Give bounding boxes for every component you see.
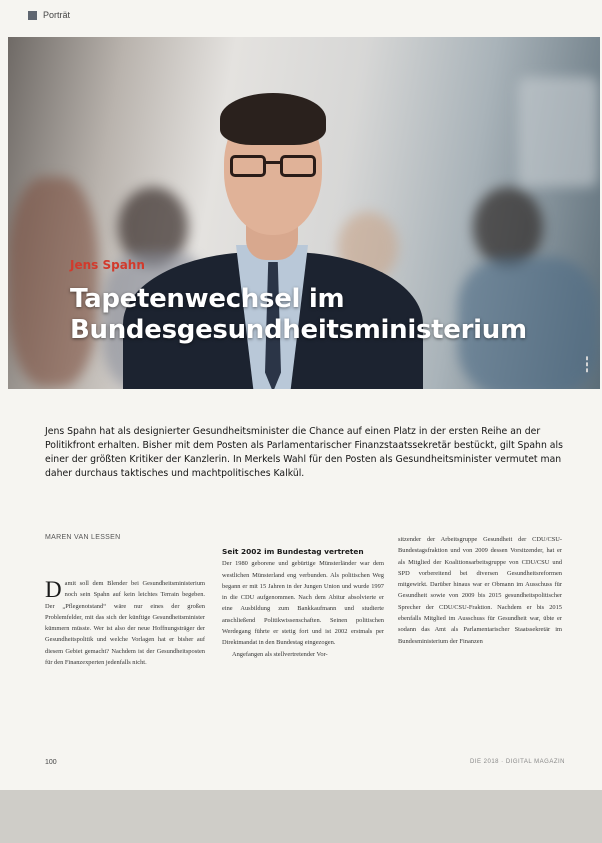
article-column-3 [398,534,562,647]
issue-footer: DIE 2018 · DIGITAL MAGAZIN [470,759,566,765]
drop-cap: D [45,577,62,602]
section-rubric [28,10,70,20]
article-headline [70,284,527,346]
article-column-2 [222,546,384,660]
author-byline: MAREN VAN LESSEN [45,534,121,541]
headline-line-1: Tapetenwechsel im [70,284,345,314]
rubric-square-icon [28,11,37,20]
lead-paragraph: Jens Spahn hat als designierter Gesundheitsminister die Chance auf einen Platz in der ersten Reihe an der Politikfront erhalten. Bisher mit dem Posten als Parlamentarischer Finanzstaatssekretär bestückt, gilt Spahn als einer der größten Kritiker der Kanzlerin. In Merkels Wahl für den Posten als Gesundheitsminister vermutet man daher durchaus taktisches und machtpolitisches Kalkül. [45,426,563,479]
hero-photo [8,37,600,389]
headline-line-2: Bundesgesundheitsministerium [70,315,527,345]
article-kicker: Jens Spahn [70,258,145,272]
rubric-label: Porträt [43,10,71,20]
column-2-text-continued: Angefangen als stellvertretender Vor- [232,650,328,658]
portrait-glasses [230,155,318,179]
photo-credit-mark: ▮▮▮ [584,355,590,373]
portrait-hair [220,93,326,145]
scan-margin [0,790,602,843]
column-1-text: amit soll dem Blender bei Gesundheitsministerium noch sein Spahn auf kein leichtes Terrain begeben. Der „Pflegenotstand“ wäre nur eines der großen Problemfelder, mit das sich der künftige Gesundheitsminister kümmern müsste. Wer ist also der neue Hoffnungsträger der Gesundheitspolitik und welche Vorlagen hat er bisher auf diesem Gebiet gemacht? Nachdem ist der Gesundheitsposten für den Finanzexperten jedenfalls nicht. [45,580,205,667]
article-column-1 [45,578,205,668]
section-subhead: Seit 2002 im Bundestag vertreten [222,547,364,556]
page-number: 100 [45,759,57,766]
column-3-text: sitzender der Arbeitsgruppe Gesundheit der CDU/CSU-Bundestagsfraktion und von 2009 dessen Vorsitzender, hat er als Mitglied der Koalitionsarbeitsgruppe von CDU/CSU und SPD vorbereitend bei diversen Gesundheitsreformen mitgewirkt. Darüber hinaus war er Obmann im Ausschuss für Gesundheit sowie von 2009 bis 2015 gesundheitspolitischer Sprecher der CDU/CSU-Fraktion. Nachdem er bis 2015 ebenfalls Mitglied im Ausschuss für Gesundheit war, übte er sodann das Amt als Parlamentarischer Staatssekretär im Bundesministerium der Finanzen [398,536,562,645]
column-2-text: Der 1980 geborene und gebürtige Münsterländer war dem westlichen Münsterland eng verbunden. Als politischen Weg begann er mit 15 Jahren in der Jungen Union und wurde 1997 in die CDU aufgenommen. Nach dem Abitur absolvierte er eine Ausbildung zum Bankkaufmann und studierte anschließend Politikwissenschaften. Seinen politischen Werdegang führte er stetig fort und ist 2002 erstmals per Direktmandat in den Bundestag eingezogen. [222,560,384,647]
